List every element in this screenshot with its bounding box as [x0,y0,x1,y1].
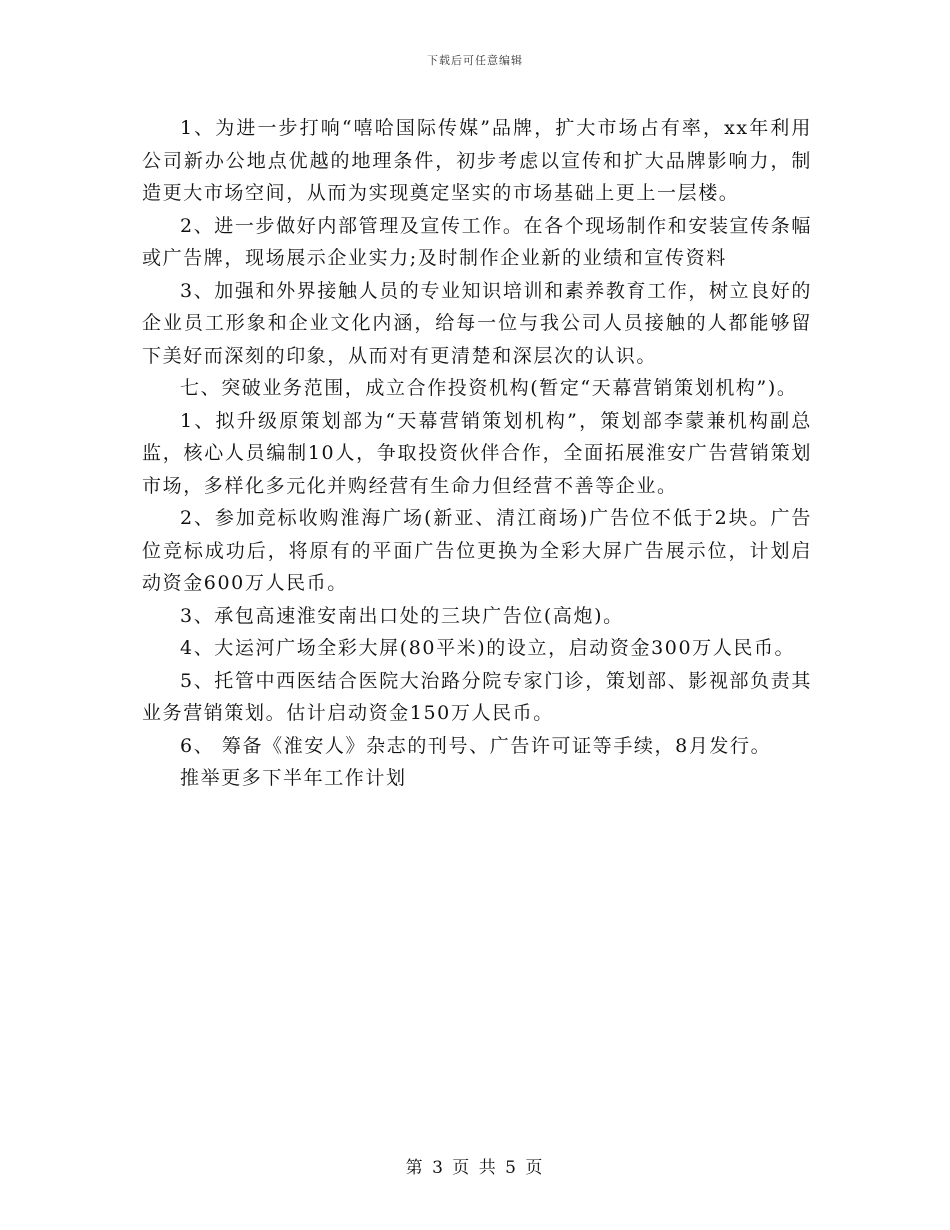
section-heading-seven: 七、突破业务范围，成立合作投资机构(暂定“天幕营销策划机构”)。 [180,377,798,399]
paragraph-7: 4、大运河广场全彩大屏(80平米)的设立，启动资金300万人民币。 [180,637,796,659]
paragraph-2: 2、进一步做好内部管理及宣传工作。在各个现场制作和安装宣传条幅或广告牌，现场展示企业实力;及时制作企业新的业绩和宣传资料 [142,214,812,269]
paragraph-8: 5、托管中西医结合医院大治路分院专家门诊，策划部、影视部负责其业务营销策划。估计启动资金150万人民币。 [142,669,812,724]
paragraph-9: 6、 筹备《淮安人》杂志的刊号、广告许可证等手续，8月发行。 [180,734,772,757]
paragraph-6: 3、承包高速淮安南出口处的三块广告位(高炮)。 [180,604,624,627]
page-header: 下载后可任意编辑 [427,54,523,67]
paragraph-3: 3、加强和外界接触人员的专业知识培训和素养教育工作，树立良好的企业员工形象和企业文化内涵，给每一位与我公司人员接触的人都能够留下美好而深刻的印象，从而对有更清楚和深层次的认识。 [142,279,812,367]
paragraph-4: 1、拟升级原策划部为“天幕营销策划机构”，策划部李蒙兼机构副总监，核心人员编制10人，争取投资伙伴合作，全面拓展淮安广告营销策划市场，多样化多元化并购经营有生命力但经营不善等企业。 [142,409,812,497]
page-number: 第 3 页 共 5 页 [405,1158,545,1178]
document-body [142,112,812,795]
paragraph-5: 2、参加竞标收购淮海广场(新亚、清江商场)广告位不低于2块。广告位竞标成功后，将原有的平面广告位更换为全彩大屏广告展示位，计划启动资金600万人民币。 [142,507,812,594]
paragraph-1: 1、为进一步打响“嘻哈国际传媒”品牌，扩大市场占有率，xx年利用公司新办公地点优越的地理条件，初步考虑以宣传和扩大品牌影响力，制造更大市场空间，从而为实现奠定坚实的市场基础上更上一层楼。 [142,117,812,204]
paragraph-10: 推举更多下半年工作计划 [180,767,407,789]
